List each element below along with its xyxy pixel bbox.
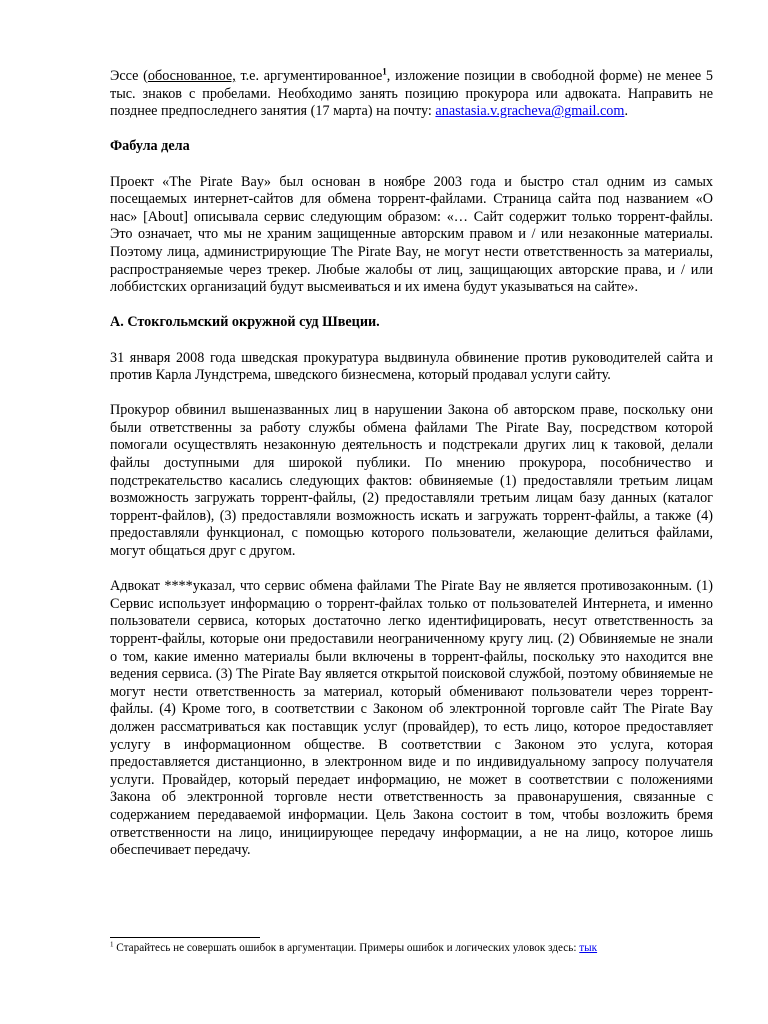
assignment-paragraph bbox=[110, 68, 713, 121]
footnote bbox=[110, 941, 713, 955]
intro-text-end: . bbox=[624, 103, 628, 120]
document-body bbox=[110, 68, 713, 860]
email-link[interactable]: anastasia.v.gracheva@gmail.com bbox=[435, 103, 625, 120]
intro-text-rest: , изложение позиции в свободной форме) не менее 5 тыс. знаков с пробелами. Необходимо занять позицию прокурора или адвоката. Направить не позднее предпоследнего занятия (17 марта) на почту: bbox=[110, 68, 714, 120]
intro-underlined-word: обоснованное, bbox=[147, 68, 236, 84]
footnote-text: Старайтесь не совершать ошибок в аргументации. Примеры ошибок и логических уловок здесь: bbox=[113, 942, 580, 954]
intro-text-start: Эссе ( bbox=[110, 68, 148, 84]
footnote-link[interactable]: тык bbox=[579, 942, 598, 954]
intro-text-mid: т.е. аргументированное bbox=[235, 68, 383, 84]
court-paragraph-2: Прокурор обвинил вышеназванных лиц в нарушении Закона об авторском праве, поскольку они были ответственны за работу службы обмена файлами The Pirate Bay, посредством которой помогали осуществлять незаконную деятельность и подстрекали других лиц к таковой, делали файлы доступными для широкой публики. По мнению прокурора, пособничество и подстрекательство касались следующих фактов: обвиняемые (1) предоставляли третьим лицам возможность загружать торрент-файлы, (2) предоставляли третьим лицам базу данных (каталог торрент-файлов), (3) предоставляли возможность искать и загружать торрент-файлы, а также (4) предоставляли функционал, с помощью которого пользователи, желающие делиться файлами, могут общаться друг с другом. bbox=[110, 402, 713, 560]
section-heading-fabula: Фабула дела bbox=[110, 138, 190, 155]
fabula-paragraph: Проект «The Pirate Bay» был основан в ноябре 2003 года и быстро стал одним из самых посещаемых интернет-сайтов для обмена торрент-файлами. Страница сайта под названием «О нас» [About] описывала сервис следующим образом: «… Сайт содержит только торрент-файлы. Это означает, что мы не храним защищенные авторским правом и / или незаконные материалы. Поэтому лица, администрирующие The Pirate Bay, не могут нести ответственность за материалы, распространяемые через трекер. Любые жалобы от лиц, защищающих авторские права, и / или лоббистских организаций будут высмеиваться и их имена будут указываться на сайте». bbox=[110, 173, 713, 296]
footnote-divider bbox=[110, 937, 260, 938]
footnote-mark: 1 bbox=[110, 940, 114, 949]
court-paragraph-1: 31 января 2008 года шведская прокуратура выдвинула обвинение против руководителей сайта и против Карла Лундстрема, шведского бизнесмена, который продавал услуги сайту. bbox=[110, 349, 713, 384]
section-heading-court: A. Стокгольмский окружной суд Швеции. bbox=[110, 314, 380, 331]
footnote-reference[interactable]: 1 bbox=[382, 66, 387, 77]
court-paragraph-3: Адвокат ****указал, что сервис обмена файлами The Pirate Bay не является противозаконным. (1) Сервис использует информацию о торрент-файлах только от пользователей Интернета, и именно пользователи сервиса, которых достаточно легко идентифицировать, несут ответственность за торрент-файлы, которые они предоставили неограниченному кругу лиц. (2) Обвиняемые не знали о том, какие именно материалы были включены в торрент-файлы, поскольку это находится вне ведения сервиса. (3) The Pirate Bay является открытой поисковой службой, поэтому обвиняемые не могут нести ответственность за материал, который обменивают пользователи через торрент-файлы. (4) Кроме того, в соответствии с Законом об электронной торговле сайт The Pirate Bay должен рассматриваться как поставщик услуг (провайдер), то есть лицо, которое предоставляет услугу в информационном обществе. В соответствии с Законом это услуга, которая предоставляется дистанционно, в электронном виде и по индивидуальному запросу получателя услуги. Провайдер, который передает информацию, не может в соответствии с положениями Закона об электронной торговле нести ответственность за правонарушения, связанные с содержанием передаваемой информации. Цель Закона состоит в том, чтобы возложить бремя ответственности на лицо, инициирующее передачу информации, а не на лицо, которое лишь обеспечивает передачу. bbox=[110, 578, 713, 859]
